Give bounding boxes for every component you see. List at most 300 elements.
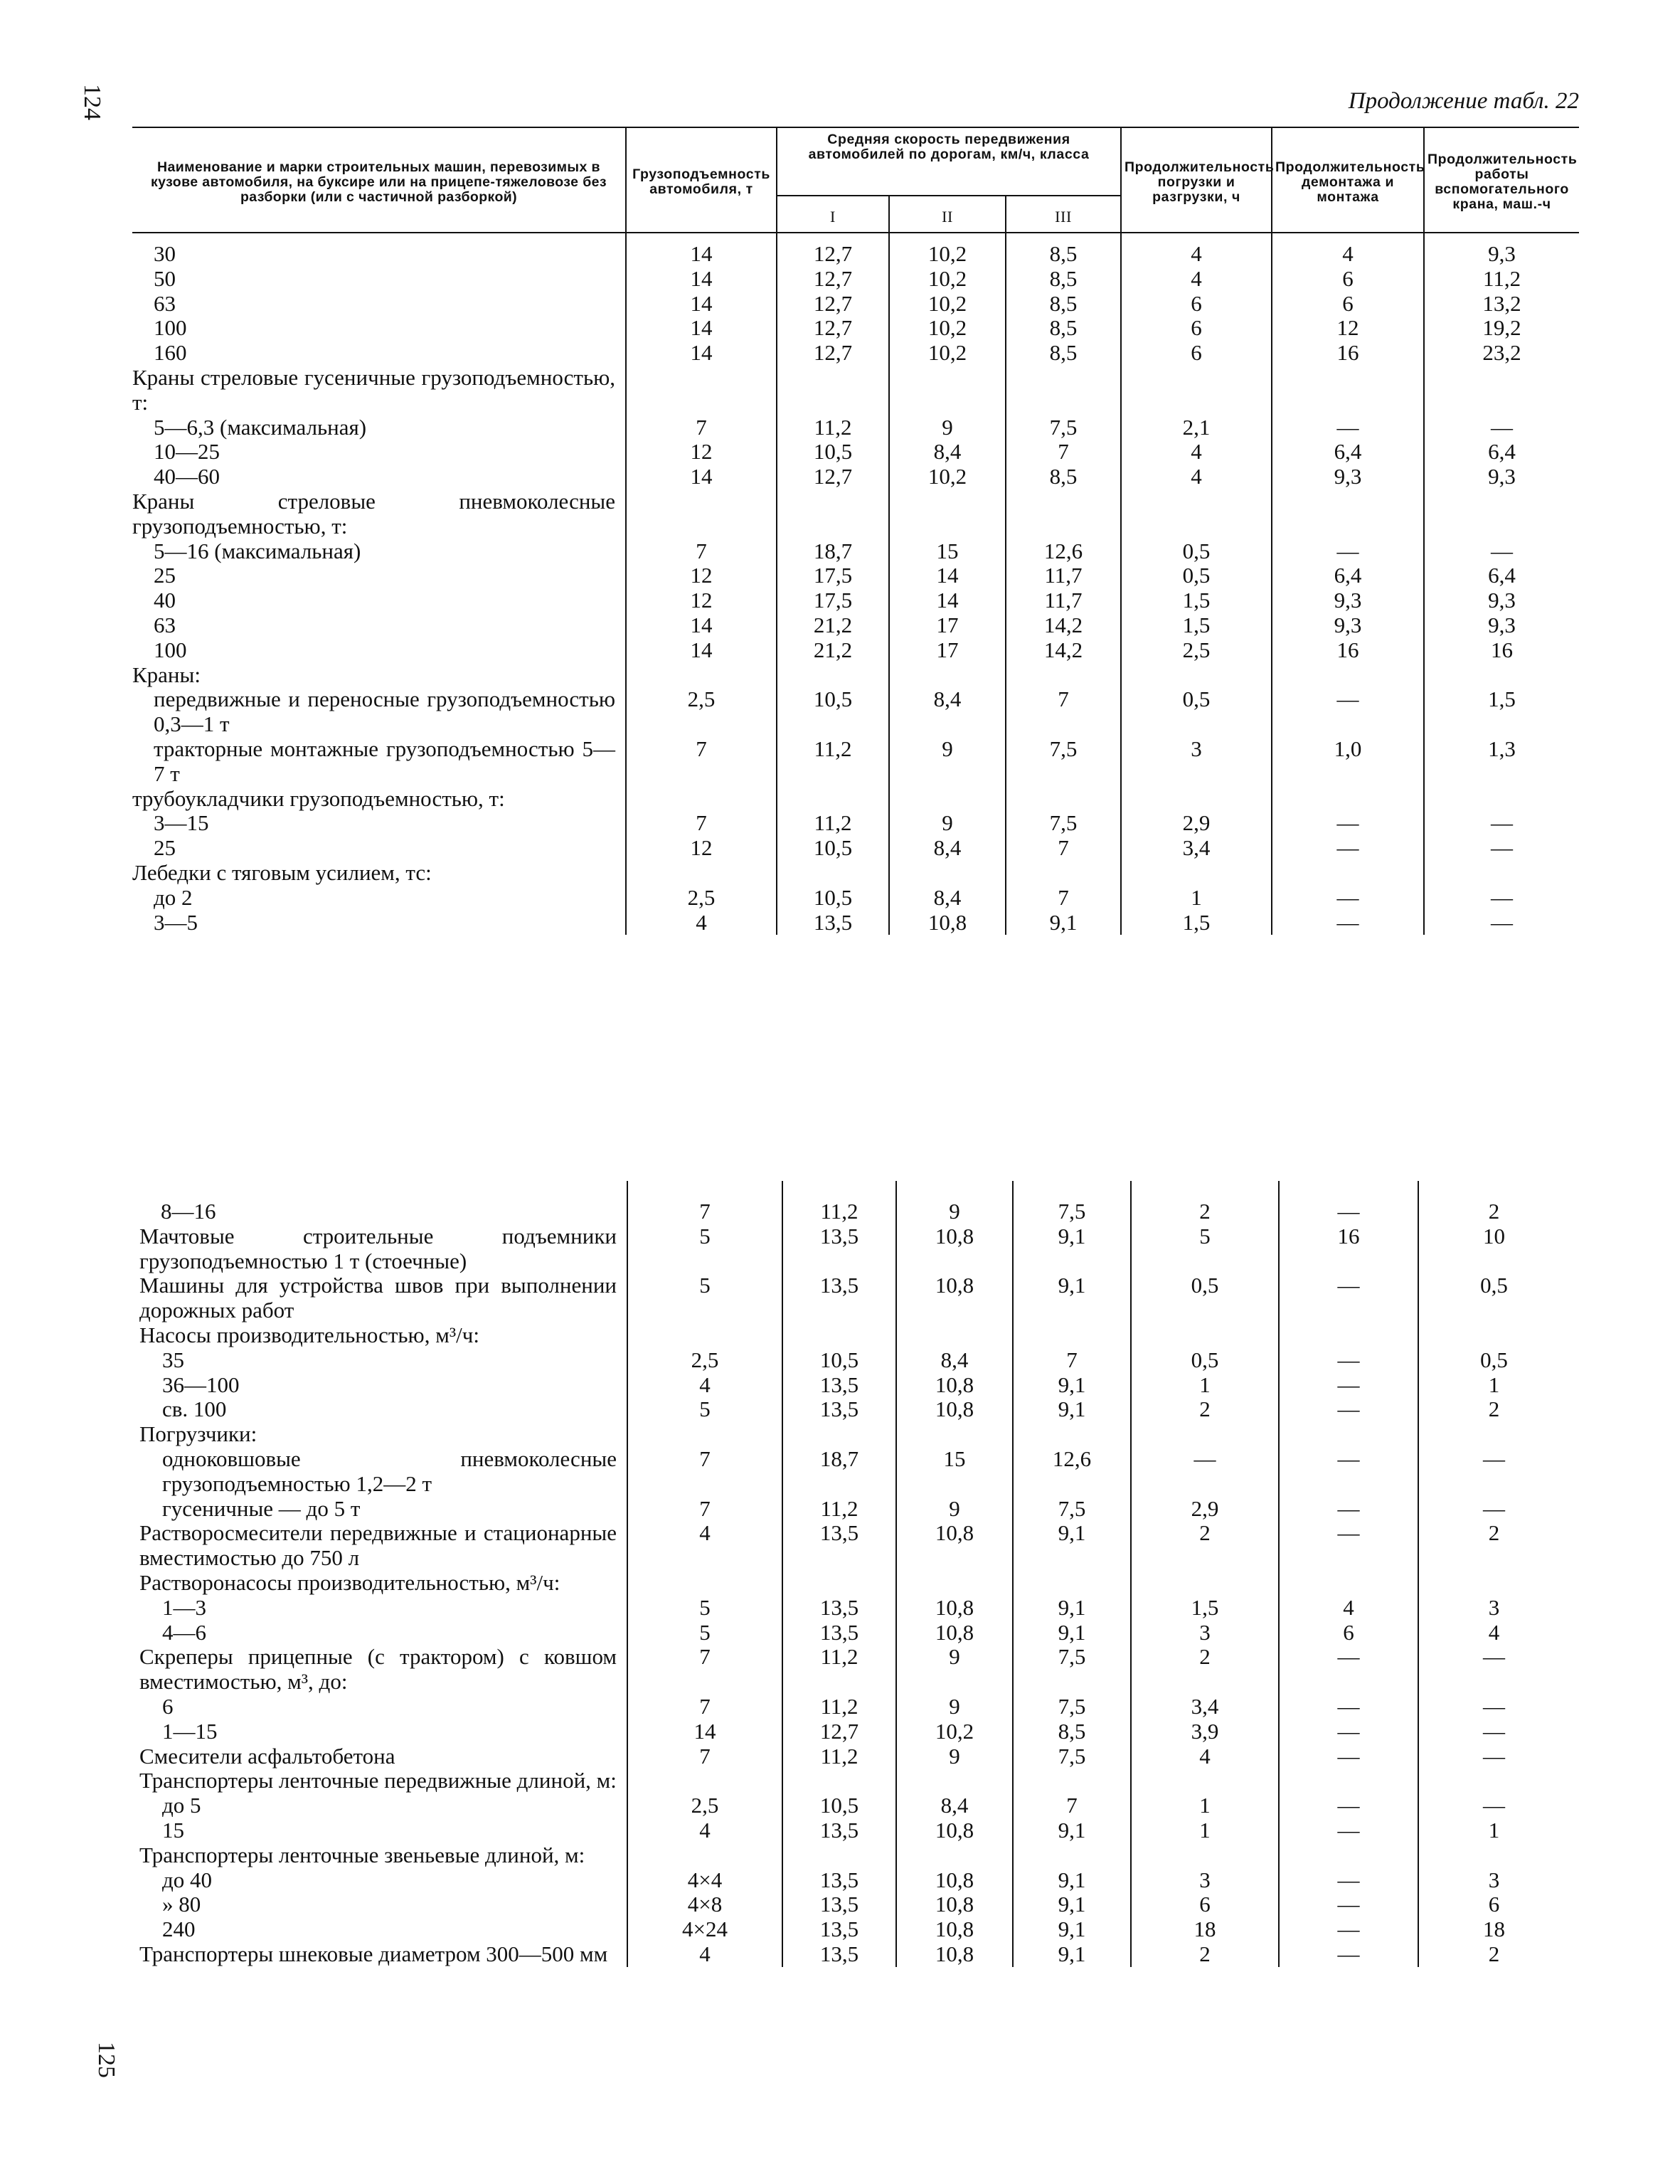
value-cell: 1 bbox=[1131, 1818, 1279, 1843]
machine-name-cell bbox=[132, 687, 626, 737]
machine-name-cell bbox=[139, 1917, 627, 1942]
machine-name-cell bbox=[139, 1719, 627, 1744]
value-cell: 7,5 bbox=[1013, 1744, 1131, 1769]
machine-name-cell bbox=[139, 1868, 627, 1893]
value-cell: 10,2 bbox=[889, 233, 1006, 267]
table-row bbox=[132, 687, 1579, 737]
machine-name: 35 bbox=[162, 1347, 184, 1372]
value-cell bbox=[1418, 1571, 1569, 1596]
value-cell: 23,2 bbox=[1424, 341, 1579, 366]
value-cell: 8,5 bbox=[1006, 341, 1121, 366]
value-cell: 0,5 bbox=[1418, 1273, 1569, 1323]
value-cell: 8,5 bbox=[1006, 292, 1121, 317]
value-cell: 10,8 bbox=[896, 1397, 1013, 1422]
value-cell: 6 bbox=[1279, 1621, 1418, 1645]
value-cell bbox=[627, 1769, 782, 1793]
value-cell: — bbox=[1418, 1447, 1569, 1497]
value-cell bbox=[1424, 489, 1579, 539]
table-row bbox=[139, 1843, 1569, 1868]
value-cell: 14 bbox=[626, 638, 777, 663]
value-cell: 10,5 bbox=[777, 836, 889, 861]
value-cell: 9 bbox=[896, 1181, 1013, 1224]
value-cell: 1 bbox=[1131, 1793, 1279, 1818]
value-cell: 21,2 bbox=[777, 613, 889, 638]
value-cell: 0,5 bbox=[1418, 1348, 1569, 1373]
value-cell bbox=[1279, 1323, 1418, 1348]
value-cell: 6,4 bbox=[1424, 440, 1579, 465]
machine-name: 100 bbox=[154, 637, 187, 662]
value-cell: — bbox=[1279, 1695, 1418, 1719]
value-cell: 4 bbox=[627, 1818, 782, 1843]
value-cell bbox=[1272, 861, 1424, 886]
value-cell: 4 bbox=[1131, 1744, 1279, 1769]
table-row bbox=[132, 316, 1579, 341]
machine-name: Транспортеры шнековые диаметром 300—500 мм bbox=[139, 1941, 608, 1966]
value-cell: 10,8 bbox=[896, 1942, 1013, 1967]
machine-name: Растворонасосы производительностью, м³/ч: bbox=[139, 1569, 560, 1595]
value-cell bbox=[626, 663, 777, 688]
machine-name: 100 bbox=[154, 315, 187, 341]
value-cell: 7 bbox=[627, 1695, 782, 1719]
value-cell: 17 bbox=[889, 613, 1006, 638]
machine-name-cell bbox=[139, 1348, 627, 1373]
value-cell bbox=[782, 1571, 896, 1596]
value-cell bbox=[777, 787, 889, 812]
table-row bbox=[132, 341, 1579, 366]
machine-name-cell bbox=[132, 836, 626, 861]
value-cell: — bbox=[1424, 836, 1579, 861]
value-cell: 13,5 bbox=[777, 911, 889, 935]
machine-name-cell bbox=[132, 366, 626, 415]
value-cell: — bbox=[1424, 415, 1579, 440]
machine-name-cell bbox=[139, 1892, 627, 1917]
value-cell: 4 bbox=[1418, 1621, 1569, 1645]
machine-name: гусеничные — до 5 т bbox=[162, 1495, 361, 1521]
table-row bbox=[139, 1571, 1569, 1596]
machine-name-cell bbox=[139, 1323, 627, 1348]
machine-name-cell bbox=[132, 663, 626, 688]
value-cell: 12,7 bbox=[782, 1719, 896, 1744]
value-cell: 6 bbox=[1131, 1892, 1279, 1917]
value-cell: — bbox=[1418, 1645, 1569, 1695]
machine-name: Краны: bbox=[132, 662, 201, 687]
value-cell: 1,0 bbox=[1272, 737, 1424, 787]
value-cell: 18,7 bbox=[782, 1447, 896, 1497]
value-cell: 1,5 bbox=[1121, 911, 1272, 935]
value-cell bbox=[889, 663, 1006, 688]
value-cell: 9,3 bbox=[1424, 465, 1579, 489]
value-cell bbox=[1131, 1571, 1279, 1596]
machine-name: 36—100 bbox=[162, 1372, 240, 1397]
table-row bbox=[132, 489, 1579, 539]
value-cell bbox=[896, 1323, 1013, 1348]
machine-name-cell bbox=[132, 316, 626, 341]
machine-name-cell bbox=[132, 811, 626, 836]
value-cell: 8,4 bbox=[889, 440, 1006, 465]
value-cell: 5 bbox=[627, 1397, 782, 1422]
value-cell: 6,4 bbox=[1272, 563, 1424, 588]
value-cell: 9,1 bbox=[1013, 1621, 1131, 1645]
machine-name-cell bbox=[132, 588, 626, 613]
value-cell bbox=[1418, 1843, 1569, 1868]
value-cell bbox=[1013, 1769, 1131, 1793]
value-cell: 9,1 bbox=[1013, 1917, 1131, 1942]
value-cell: — bbox=[1279, 1917, 1418, 1942]
value-cell: 13,5 bbox=[782, 1818, 896, 1843]
value-cell: 12,7 bbox=[777, 267, 889, 292]
machine-name: Транспортеры ленточные звеньевые длиной, м: bbox=[139, 1842, 585, 1867]
machine-name-cell bbox=[139, 1273, 627, 1323]
value-cell: — bbox=[1272, 911, 1424, 935]
value-cell: 10,2 bbox=[889, 292, 1006, 317]
header-class-1: I bbox=[777, 196, 889, 233]
machine-name: 1—15 bbox=[162, 1718, 218, 1744]
value-cell: 5 bbox=[627, 1596, 782, 1621]
table-row bbox=[132, 787, 1579, 812]
machine-name: 25 bbox=[154, 835, 176, 861]
value-cell: 9,3 bbox=[1272, 465, 1424, 489]
value-cell bbox=[782, 1769, 896, 1793]
value-cell bbox=[1424, 663, 1579, 688]
table-row bbox=[132, 440, 1579, 465]
value-cell: 1,5 bbox=[1424, 687, 1579, 737]
value-cell: — bbox=[1272, 811, 1424, 836]
value-cell: 11,7 bbox=[1006, 588, 1121, 613]
value-cell: 12,7 bbox=[777, 341, 889, 366]
value-cell: 0,5 bbox=[1121, 563, 1272, 588]
value-cell: 9 bbox=[896, 1497, 1013, 1522]
value-cell bbox=[782, 1422, 896, 1447]
value-cell: 2,1 bbox=[1121, 415, 1272, 440]
value-cell: 7 bbox=[626, 415, 777, 440]
value-cell: 2 bbox=[1418, 1181, 1569, 1224]
value-cell: 10,2 bbox=[896, 1719, 1013, 1744]
machine-name-cell bbox=[139, 1521, 627, 1571]
machinery-table-bottom bbox=[139, 1181, 1569, 1967]
machine-name-cell bbox=[132, 539, 626, 564]
machine-name: 50 bbox=[154, 265, 176, 291]
value-cell: — bbox=[1279, 1818, 1418, 1843]
value-cell: — bbox=[1272, 687, 1424, 737]
value-cell: 11,2 bbox=[777, 811, 889, 836]
value-cell: — bbox=[1272, 886, 1424, 911]
value-cell: 2,5 bbox=[627, 1793, 782, 1818]
machinery-table-top bbox=[132, 127, 1579, 935]
value-cell: 9 bbox=[889, 737, 1006, 787]
value-cell: 3 bbox=[1121, 737, 1272, 787]
value-cell: 12,7 bbox=[777, 465, 889, 489]
value-cell: 4 bbox=[1121, 465, 1272, 489]
header-loading: Продолжительность погрузки и разгрузки, ч bbox=[1121, 127, 1272, 233]
value-cell: 9,1 bbox=[1013, 1373, 1131, 1398]
machine-name: 5—16 (максимальная) bbox=[154, 538, 361, 563]
value-cell: 12 bbox=[626, 588, 777, 613]
value-cell: — bbox=[1418, 1695, 1569, 1719]
value-cell bbox=[1424, 787, 1579, 812]
value-cell: 1 bbox=[1418, 1818, 1569, 1843]
value-cell: 7,5 bbox=[1013, 1645, 1131, 1695]
value-cell: 11,2 bbox=[777, 415, 889, 440]
value-cell: 8,5 bbox=[1006, 465, 1121, 489]
table-row bbox=[132, 886, 1579, 911]
value-cell: 8,5 bbox=[1006, 316, 1121, 341]
value-cell: 4 bbox=[1272, 233, 1424, 267]
table-row bbox=[132, 588, 1579, 613]
machine-name-cell bbox=[139, 1181, 627, 1224]
table-row bbox=[132, 233, 1579, 267]
value-cell: 10,2 bbox=[889, 316, 1006, 341]
value-cell bbox=[1013, 1422, 1131, 1447]
value-cell: 10,8 bbox=[896, 1621, 1013, 1645]
value-cell: 13,5 bbox=[782, 1917, 896, 1942]
value-cell bbox=[1424, 861, 1579, 886]
value-cell: 9,1 bbox=[1013, 1397, 1131, 1422]
table-row bbox=[139, 1224, 1569, 1274]
value-cell bbox=[1272, 489, 1424, 539]
page-number-top: 124 bbox=[79, 84, 105, 120]
value-cell bbox=[1006, 489, 1121, 539]
machine-name-cell bbox=[139, 1695, 627, 1719]
table-bottom-body bbox=[139, 1181, 1569, 1967]
machine-name-cell bbox=[139, 1744, 627, 1769]
value-cell: 6,4 bbox=[1272, 440, 1424, 465]
machine-name-cell bbox=[132, 737, 626, 787]
table-row bbox=[132, 613, 1579, 638]
value-cell bbox=[1279, 1843, 1418, 1868]
value-cell bbox=[1272, 787, 1424, 812]
value-cell: 7 bbox=[626, 811, 777, 836]
value-cell: 11,2 bbox=[782, 1744, 896, 1769]
value-cell: 2 bbox=[1131, 1181, 1279, 1224]
value-cell bbox=[1418, 1323, 1569, 1348]
value-cell: 9 bbox=[896, 1695, 1013, 1719]
value-cell: 1,5 bbox=[1121, 613, 1272, 638]
value-cell bbox=[1006, 663, 1121, 688]
machine-name: Краны стреловые гусеничные грузоподъемностью, т: bbox=[132, 364, 615, 415]
value-cell bbox=[896, 1571, 1013, 1596]
value-cell: 8,5 bbox=[1013, 1719, 1131, 1744]
value-cell: 7 bbox=[1006, 886, 1121, 911]
value-cell: 9,1 bbox=[1013, 1942, 1131, 1967]
value-cell bbox=[777, 663, 889, 688]
value-cell: — bbox=[1418, 1793, 1569, 1818]
machine-name: Машины для устройства швов при выполнении дорожных работ bbox=[139, 1273, 617, 1323]
value-cell: 13,5 bbox=[782, 1596, 896, 1621]
value-cell: 7,5 bbox=[1013, 1695, 1131, 1719]
value-cell: 4 bbox=[1279, 1596, 1418, 1621]
value-cell bbox=[1279, 1571, 1418, 1596]
value-cell: 13,5 bbox=[782, 1892, 896, 1917]
value-cell: 8,5 bbox=[1006, 233, 1121, 267]
machine-name: 63 bbox=[154, 612, 176, 637]
value-cell: 16 bbox=[1272, 638, 1424, 663]
machine-name: 3—15 bbox=[154, 810, 209, 836]
table-row bbox=[139, 1348, 1569, 1373]
value-cell: 7 bbox=[627, 1744, 782, 1769]
value-cell: 13,5 bbox=[782, 1942, 896, 1967]
value-cell: 9,3 bbox=[1424, 613, 1579, 638]
value-cell: — bbox=[1279, 1521, 1418, 1571]
value-cell: 9,3 bbox=[1272, 588, 1424, 613]
table-row bbox=[139, 1719, 1569, 1744]
machine-name: Транспортеры ленточные передвижные длиной, м: bbox=[139, 1768, 617, 1793]
value-cell: 2,9 bbox=[1121, 811, 1272, 836]
value-cell: 17,5 bbox=[777, 588, 889, 613]
value-cell: 6 bbox=[1121, 292, 1272, 317]
value-cell: 7 bbox=[626, 539, 777, 564]
table-row bbox=[139, 1521, 1569, 1571]
value-cell bbox=[1418, 1422, 1569, 1447]
machine-name: 160 bbox=[154, 340, 187, 366]
value-cell: 3 bbox=[1418, 1868, 1569, 1893]
table-row bbox=[132, 292, 1579, 317]
value-cell: 4 bbox=[627, 1521, 782, 1571]
value-cell: 4 bbox=[626, 911, 777, 935]
value-cell: — bbox=[1131, 1447, 1279, 1497]
machine-name-cell bbox=[139, 1397, 627, 1422]
value-cell: 15 bbox=[889, 539, 1006, 564]
value-cell: 7,5 bbox=[1013, 1181, 1131, 1224]
value-cell bbox=[889, 489, 1006, 539]
value-cell: 9,1 bbox=[1013, 1521, 1131, 1571]
value-cell: 3,4 bbox=[1131, 1695, 1279, 1719]
machine-name-cell bbox=[132, 787, 626, 812]
value-cell: 9,1 bbox=[1013, 1596, 1131, 1621]
machine-name: 8—16 bbox=[161, 1199, 216, 1224]
value-cell: 4×4 bbox=[627, 1868, 782, 1893]
value-cell: 13,5 bbox=[782, 1224, 896, 1274]
value-cell: 0,5 bbox=[1121, 539, 1272, 564]
value-cell: 10,8 bbox=[896, 1521, 1013, 1571]
machine-name-cell bbox=[139, 1422, 627, 1447]
machine-name: трубоукладчики грузоподъемностью, т: bbox=[132, 785, 505, 811]
value-cell: 12,7 bbox=[777, 233, 889, 267]
value-cell: 10,2 bbox=[889, 465, 1006, 489]
value-cell: — bbox=[1279, 1793, 1418, 1818]
value-cell: 0,5 bbox=[1121, 687, 1272, 737]
value-cell bbox=[626, 861, 777, 886]
value-cell: 14 bbox=[627, 1719, 782, 1744]
table-row bbox=[132, 911, 1579, 935]
value-cell: 9,1 bbox=[1013, 1224, 1131, 1274]
value-cell: 14 bbox=[626, 316, 777, 341]
value-cell: 5 bbox=[627, 1621, 782, 1645]
table-row bbox=[139, 1397, 1569, 1422]
value-cell bbox=[627, 1843, 782, 1868]
value-cell: 1,5 bbox=[1121, 588, 1272, 613]
value-cell: 18 bbox=[1418, 1917, 1569, 1942]
machine-name: 30 bbox=[154, 241, 176, 266]
table-row bbox=[132, 465, 1579, 489]
table-row bbox=[132, 737, 1579, 787]
value-cell: 4×24 bbox=[627, 1917, 782, 1942]
value-cell: 9 bbox=[889, 811, 1006, 836]
value-cell bbox=[1006, 366, 1121, 415]
value-cell: 14 bbox=[626, 341, 777, 366]
value-cell: 11,2 bbox=[782, 1645, 896, 1695]
value-cell: 8,4 bbox=[896, 1348, 1013, 1373]
machine-name-cell bbox=[139, 1942, 627, 1967]
table-continuation-label: Продолжение табл. 22 bbox=[1348, 88, 1579, 114]
value-cell bbox=[1418, 1769, 1569, 1793]
value-cell: 2 bbox=[1131, 1521, 1279, 1571]
value-cell: — bbox=[1279, 1373, 1418, 1398]
machine-name-cell bbox=[132, 613, 626, 638]
value-cell: 2,5 bbox=[626, 886, 777, 911]
value-cell: — bbox=[1272, 415, 1424, 440]
value-cell: 2 bbox=[1131, 1645, 1279, 1695]
value-cell: 7,5 bbox=[1006, 737, 1121, 787]
value-cell: — bbox=[1424, 811, 1579, 836]
table-row bbox=[139, 1695, 1569, 1719]
value-cell: — bbox=[1279, 1744, 1418, 1769]
value-cell: 7,5 bbox=[1013, 1497, 1131, 1522]
value-cell: 1 bbox=[1131, 1373, 1279, 1398]
value-cell: 2,9 bbox=[1131, 1497, 1279, 1522]
value-cell: 2 bbox=[1131, 1397, 1279, 1422]
machine-name-cell bbox=[132, 233, 626, 267]
value-cell bbox=[889, 366, 1006, 415]
value-cell: 10,8 bbox=[889, 911, 1006, 935]
value-cell: — bbox=[1279, 1447, 1418, 1497]
value-cell: — bbox=[1279, 1397, 1418, 1422]
machine-name: 15 bbox=[162, 1817, 184, 1843]
value-cell bbox=[1121, 489, 1272, 539]
value-cell: 4 bbox=[1121, 440, 1272, 465]
value-cell: 10,5 bbox=[777, 440, 889, 465]
machine-name-cell bbox=[139, 1596, 627, 1621]
value-cell: 14,2 bbox=[1006, 638, 1121, 663]
value-cell bbox=[1131, 1769, 1279, 1793]
table-row bbox=[139, 1942, 1569, 1967]
machine-name: 5—6,3 (максимальная) bbox=[154, 414, 367, 440]
value-cell bbox=[889, 861, 1006, 886]
value-cell: 12 bbox=[626, 563, 777, 588]
value-cell: 7 bbox=[1006, 836, 1121, 861]
value-cell: 9,1 bbox=[1013, 1818, 1131, 1843]
value-cell: 4×8 bbox=[627, 1892, 782, 1917]
value-cell bbox=[1006, 787, 1121, 812]
value-cell: 3,9 bbox=[1131, 1719, 1279, 1744]
value-cell: 14 bbox=[889, 563, 1006, 588]
value-cell: 10,8 bbox=[896, 1373, 1013, 1398]
value-cell bbox=[1131, 1422, 1279, 1447]
value-cell: — bbox=[1279, 1942, 1418, 1967]
value-cell: 21,2 bbox=[777, 638, 889, 663]
value-cell: 9,1 bbox=[1013, 1892, 1131, 1917]
value-cell: 14 bbox=[626, 292, 777, 317]
machine-name: одноковшовые пневмоколесные грузоподъемностью 1,2—2 т bbox=[162, 1446, 617, 1496]
value-cell: — bbox=[1279, 1181, 1418, 1224]
value-cell: 7 bbox=[626, 737, 777, 787]
machine-name: » 80 bbox=[162, 1892, 201, 1917]
value-cell bbox=[1121, 663, 1272, 688]
value-cell: 10,8 bbox=[896, 1818, 1013, 1843]
value-cell bbox=[1006, 861, 1121, 886]
value-cell: 8,4 bbox=[896, 1793, 1013, 1818]
value-cell: 10,8 bbox=[896, 1273, 1013, 1323]
machine-name-cell bbox=[139, 1224, 627, 1274]
value-cell: 1 bbox=[1121, 886, 1272, 911]
machine-name-cell bbox=[132, 638, 626, 663]
header-dismount: Продолжительность демонтажа и монтажа bbox=[1272, 127, 1424, 233]
value-cell: 8,4 bbox=[889, 836, 1006, 861]
value-cell: 7 bbox=[627, 1181, 782, 1224]
value-cell: 7,5 bbox=[1006, 811, 1121, 836]
value-cell: 10,8 bbox=[896, 1892, 1013, 1917]
value-cell: 7 bbox=[1013, 1348, 1131, 1373]
value-cell: 14,2 bbox=[1006, 613, 1121, 638]
